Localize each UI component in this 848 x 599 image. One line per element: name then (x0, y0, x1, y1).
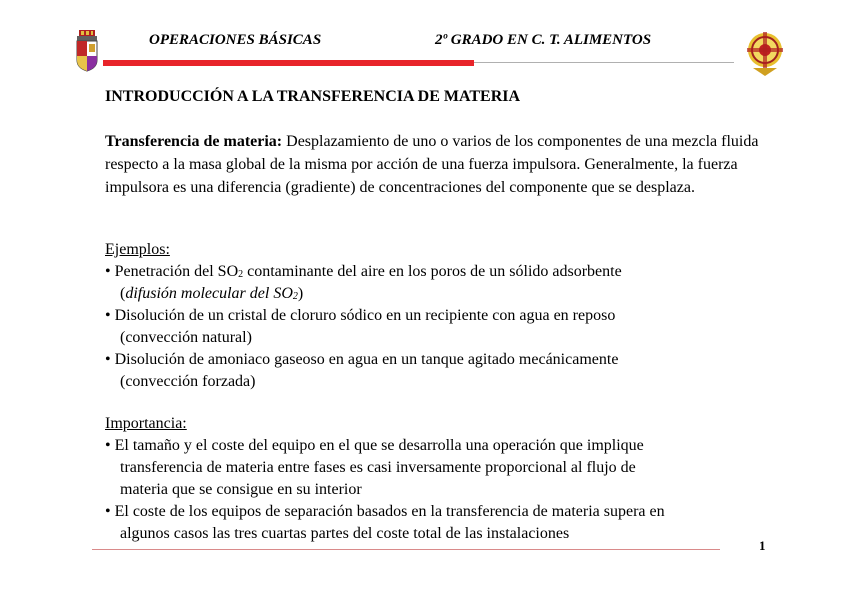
example-item-3: • Disolución de amoniaco gaseoso en agua en un tanque agitado mecánicamente (105, 351, 619, 368)
header-left-title: OPERACIONES BÁSICAS (149, 32, 322, 48)
importance-item-1-cont-1: transferencia de materia entre fases es casi inversamente proporcional al flujo de (120, 459, 636, 476)
importance-item-2: • El coste de los equipos de separación basados en la transferencia de materia supera en (105, 503, 665, 520)
example-1-post: contaminante del aire en los poros de un sólido adsorbente (243, 263, 622, 280)
example-1-sub: 2 (238, 269, 244, 280)
example-1-paren-close: ) (297, 285, 304, 302)
examples-heading: Ejemplos: (105, 241, 170, 258)
footer-rule (92, 549, 720, 550)
example-item-1-cont (120, 283, 303, 307)
header-red-bar (103, 60, 474, 66)
example-1-italic-sub: 2 (292, 291, 298, 302)
section-title: INTRODUCCIÓN A LA TRANSFERENCIA DE MATERIA (105, 88, 521, 105)
header-gray-rule (474, 62, 734, 63)
example-1-italic: difusión molecular del SO (125, 285, 293, 302)
definition-paragraph (105, 130, 765, 199)
emblem-icon (745, 28, 785, 78)
importance-heading: Importancia: (105, 415, 187, 432)
importance-item-2-cont: algunos casos las tres cuartas partes del coste total de las instalaciones (120, 525, 570, 542)
example-item-1 (105, 261, 622, 285)
example-item-2-cont: (convección natural) (120, 329, 252, 346)
page-number: 1 (759, 538, 766, 553)
definition-term: Transferencia de materia: (105, 133, 283, 150)
importance-item-1-cont-2: materia que se consigue en su interior (120, 481, 362, 498)
coat-of-arms-icon (74, 30, 100, 72)
header-right-title: 2º GRADO EN C. T. ALIMENTOS (435, 32, 652, 48)
example-item-2: • Disolución de un cristal de cloruro sódico en un recipiente con agua en reposo (105, 307, 616, 324)
example-1-paren-open: ( (120, 285, 126, 302)
definition-text: Desplazamiento de uno o varios de los componentes de una mezcla fluida respecto a la masa global de la misma por acción de una fuerza impulsora. Generalmente, la fuerza impulsora es una diferencia (gradiente) de concentraciones del componente que se desplaza. (105, 133, 759, 196)
example-1-pre: • Penetración del SO (105, 263, 239, 280)
example-item-3-cont: (convección forzada) (120, 373, 256, 390)
importance-item-1: • El tamaño y el coste del equipo en el que se desarrolla una operación que implique (105, 437, 644, 454)
